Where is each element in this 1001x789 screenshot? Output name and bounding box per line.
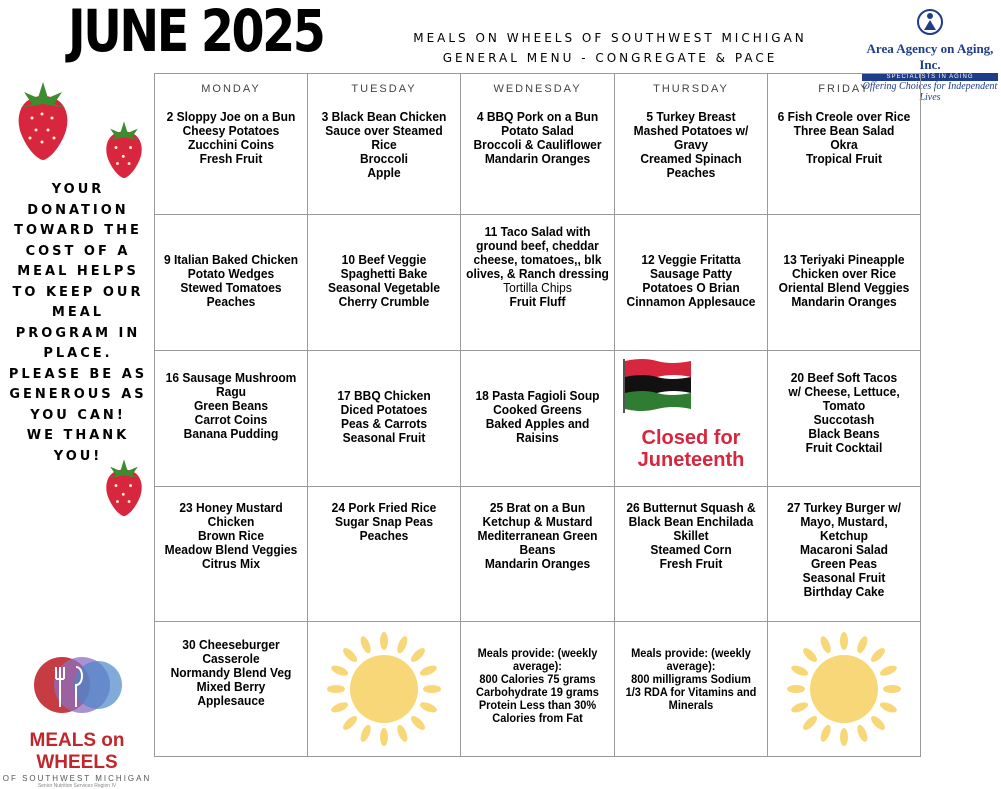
menu-cell [768, 215, 921, 351]
menu-item: Succotash [813, 412, 875, 428]
menu-item: Apple [367, 165, 401, 181]
menu-item: Macaroni Salad [799, 542, 889, 558]
donation-line: YOUR [51, 182, 105, 197]
menu-item: w/ Cheese, Lettuce, [788, 384, 900, 400]
menu-cell [155, 104, 308, 215]
menu-cell [615, 622, 768, 757]
agency-emblem-icon [915, 6, 945, 36]
menu-item: Mashed Potatoes w/ [633, 123, 749, 139]
menu-item: Protein Less than 30% [478, 699, 597, 713]
sun-icon [784, 629, 904, 749]
donation-line: MEAL HELPS [17, 264, 139, 279]
menu-cell [308, 622, 461, 757]
menu-item: Tomato [822, 398, 866, 414]
menu-entree: 18 Pasta Fagioli Soup [475, 388, 600, 404]
menu-item: ground beef, cheddar [476, 238, 599, 254]
donation-line: YOU CAN! [30, 407, 126, 423]
menu-item: Tropical Fruit [805, 151, 882, 167]
menu-item: Potato Salad [501, 123, 574, 139]
menu-cell [308, 351, 461, 487]
header-line-2: GENERAL MENU - CONGREGATE & PACE [442, 51, 778, 65]
menu-item: Brown Rice [197, 528, 264, 544]
donation-line: WE THANK [26, 428, 130, 443]
menu-item: Broccoli [359, 151, 408, 167]
menu-item: Meals provide: (weekly [477, 647, 598, 661]
menu-item: Carrot Coins [194, 412, 268, 428]
menu-item: Potato Wedges [187, 266, 275, 282]
menu-cell [461, 351, 615, 487]
menu-entree: 11 Taco Salad with [484, 224, 591, 240]
menu-item: 800 Calories 75 grams [479, 673, 596, 687]
menu-calendar-grid [154, 73, 922, 757]
menu-item: Citrus Mix [201, 556, 260, 572]
menu-item: Three Bean Salad [793, 123, 895, 139]
menu-item: Fruit Fluff [509, 294, 566, 310]
menu-item: Chicken over Rice [791, 266, 897, 282]
strawberry-icon [100, 118, 148, 180]
menu-cell [461, 487, 615, 622]
menu-item: Fresh Fruit [199, 151, 263, 167]
menu-entree: 6 Fish Creole over Rice [777, 109, 911, 125]
menu-item: Mixed Berry [196, 679, 266, 695]
menu-entree: 3 Black Bean Chicken [321, 109, 447, 125]
menu-item: Black Bean Enchilada [628, 514, 754, 530]
menu-item: Black Beans [808, 426, 880, 442]
menu-item: Cheesy Potatoes [182, 123, 280, 139]
menu-item: olives, & Ranch dressing [466, 266, 609, 282]
agency-bar: SPECIALISTS IN AGING [862, 73, 998, 81]
menu-cell [155, 351, 308, 487]
menu-cell [615, 487, 768, 622]
menu-entree: 13 Teriyaki Pineapple [783, 252, 905, 268]
day-header-thursday: THURSDAY [615, 74, 768, 104]
menu-item: Fruit Cocktail [805, 440, 883, 456]
menu-item: Peaches [666, 165, 716, 181]
menu-item: Cooked Greens [493, 402, 582, 418]
donation-line: TO KEEP OUR [12, 284, 144, 300]
strawberry-icon [10, 78, 76, 162]
menu-entree: 10 Beef Veggie [341, 252, 427, 268]
closed-notice [638, 427, 745, 471]
menu-item: Meals provide: (weekly [631, 647, 751, 661]
donation-line: PLEASE BE AS [8, 366, 148, 382]
menu-entree: 24 Pork Fried Rice [331, 500, 437, 516]
sun-icon [324, 629, 444, 749]
menu-entree: 17 BBQ Chicken [337, 388, 431, 404]
menu-item: Fresh Fruit [659, 556, 723, 572]
menu-item: Meadow Blend Veggies [164, 542, 298, 558]
menu-entree: 27 Turkey Burger w/ [787, 500, 901, 516]
header-line-1: MEALS ON WHEELS OF SOUTHWEST MICHIGAN [413, 31, 807, 45]
menu-item: Spaghetti Bake [340, 266, 428, 282]
donation-line: PLACE. [43, 346, 113, 361]
menu-entree: 5 Turkey Breast [646, 109, 736, 125]
menu-entree: 4 BBQ Pork on a Bun [476, 109, 599, 125]
donation-line: MEAL [51, 305, 105, 320]
menu-cell [461, 104, 615, 215]
menu-entree: 2 Sloppy Joe on a Bun [166, 109, 296, 125]
menu-item: Steamed Corn [650, 542, 732, 558]
menu-item: average): [513, 660, 562, 674]
menu-item: Tortilla Chips [503, 280, 572, 296]
menu-item: average): [666, 660, 716, 674]
menu-cell [308, 104, 461, 215]
menu-entree: 9 Italian Baked Chicken [163, 252, 299, 268]
menu-cell [308, 487, 461, 622]
meals-on-wheels-emblem-icon [32, 645, 122, 725]
menu-cell [768, 104, 921, 215]
closed-line: Closed for [641, 427, 741, 449]
menu-item: Zucchini Coins [187, 137, 274, 153]
menu-entree: 12 Veggie Fritatta [641, 252, 741, 268]
pan-african-flag-icon [621, 359, 693, 413]
menu-cell [461, 215, 615, 351]
menu-cell [768, 487, 921, 622]
menu-item: Applesauce [197, 693, 265, 709]
menu-item: Ketchup & Mustard [482, 514, 593, 530]
menu-cell [768, 622, 921, 757]
menu-item: Seasonal Fruit [802, 570, 886, 586]
meals-on-wheels-logo [2, 645, 152, 789]
menu-entree: 16 Sausage Mushroom [165, 370, 297, 386]
menu-entree: 23 Honey Mustard [179, 500, 283, 516]
menu-item: Peaches [359, 528, 409, 544]
donation-line: DONATION [27, 202, 129, 218]
mow-subtitle: OF SOUTHWEST MICHIGAN [2, 774, 152, 783]
menu-item: Creamed Spinach [640, 151, 742, 167]
agency-tagline: Offering Choices for Independent Lives [862, 81, 998, 103]
menu-item: Cherry Crumble [338, 294, 430, 310]
donation-line: GENEROUS AS [9, 387, 147, 402]
menu-item: Diced Potatoes [340, 402, 428, 418]
menu-item: Banana Pudding [183, 426, 279, 442]
menu-item: Mediterranean Green [477, 528, 598, 544]
donation-message [6, 180, 150, 467]
menu-item: Ketchup [820, 528, 868, 544]
menu-item: Minerals [668, 699, 714, 713]
menu-item: Normandy Blend Veg [170, 665, 292, 681]
menu-entree: 25 Brat on a Bun [489, 500, 586, 516]
menu-item: Calories from Fat [492, 712, 583, 726]
menu-item: Green Beans [193, 398, 269, 414]
donation-line: TOWARD THE [14, 223, 142, 238]
menu-header [400, 28, 820, 68]
menu-entree: 30 Cheeseburger [182, 637, 280, 653]
day-header-friday: FRIDAY [768, 74, 921, 104]
donation-line: COST OF A [25, 243, 131, 259]
menu-cell [308, 215, 461, 351]
menu-item: Potatoes O Brian [642, 280, 740, 296]
menu-cell [155, 622, 308, 757]
menu-item: Skillet [673, 528, 709, 544]
menu-item: Peaches [206, 294, 256, 310]
menu-item: Ragu [216, 384, 246, 400]
menu-item: Gravy [673, 137, 709, 153]
agency-name: Area Agency on Aging, Inc. [866, 41, 994, 72]
menu-item: cheese, tomatoes,, blk [473, 252, 602, 268]
menu-item: Birthday Cake [803, 584, 885, 600]
menu-item: Green Peas [810, 556, 878, 572]
closed-line: Juneteenth [637, 449, 745, 471]
menu-entree: 26 Butternut Squash & [626, 500, 756, 516]
menu-item: Broccoli & Cauliflower [473, 137, 602, 153]
menu-cell [615, 215, 768, 351]
menu-item: Stewed Tomatoes [180, 280, 282, 296]
menu-item: 800 milligrams Sodium [631, 673, 751, 687]
menu-item: Peas & Carrots [340, 416, 428, 432]
mow-region: Senior Nutrition Services Region IV [37, 783, 117, 789]
menu-entree: 20 Beef Soft Tacos [790, 370, 898, 386]
menu-item: Okra [830, 137, 858, 153]
menu-item: Sugar Snap Peas [334, 514, 434, 530]
menu-item: Carbohydrate 19 grams [476, 686, 599, 700]
menu-item: Mandarin Oranges [484, 151, 591, 167]
menu-cell [768, 351, 921, 487]
menu-item: Baked Apples and [485, 416, 590, 432]
menu-item: 1/3 RDA for Vitamins and [625, 686, 757, 700]
menu-cell [461, 622, 615, 757]
page-title: JUNE 2025 [68, 0, 324, 65]
menu-cell [615, 104, 768, 215]
menu-item: Mandarin Oranges [484, 556, 591, 572]
day-header-tuesday: TUESDAY [308, 74, 461, 104]
menu-item: Oriental Blend Veggies [778, 280, 910, 296]
menu-item: Chicken [207, 514, 255, 530]
day-header-wednesday: WEDNESDAY [461, 74, 615, 104]
menu-item: Seasonal Fruit [342, 430, 426, 446]
donation-line: PROGRAM IN [15, 325, 141, 341]
menu-cell [155, 487, 308, 622]
menu-item: Rice [371, 137, 397, 153]
menu-item: Cinnamon Applesauce [626, 294, 756, 310]
menu-item: Casserole [202, 651, 260, 667]
day-header-monday: MONDAY [155, 74, 308, 104]
mow-name: MEALS on WHEELS [29, 730, 125, 773]
menu-item: Sauce over Steamed [325, 123, 443, 139]
donation-line: YOU! [53, 448, 103, 464]
menu-cell [615, 351, 768, 487]
menu-cell [155, 215, 308, 351]
menu-item: Sausage Patty [649, 266, 733, 282]
menu-item: Raisins [516, 430, 559, 446]
menu-item: Seasonal Vegetable [327, 280, 441, 296]
menu-item: Mayo, Mustard, [800, 514, 888, 530]
menu-item: Beans [519, 542, 556, 558]
menu-item: Mandarin Oranges [791, 294, 897, 310]
